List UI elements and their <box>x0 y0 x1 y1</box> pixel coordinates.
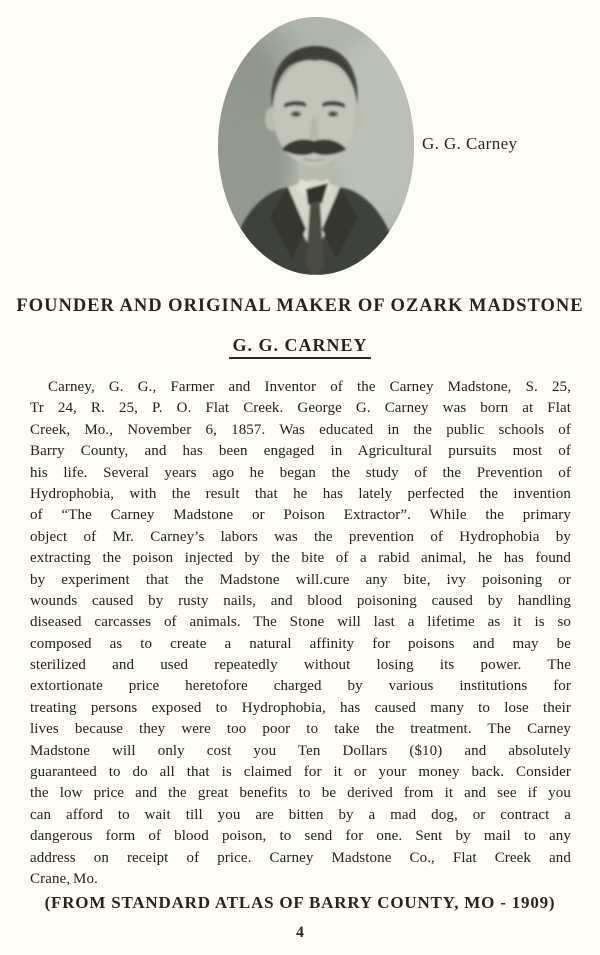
body-line: address on receipt of price. Carney Madstone Co., Flat Creek and <box>30 849 571 866</box>
page-number: 4 <box>296 924 304 941</box>
body-line: Crane, Mo. <box>30 870 98 887</box>
body-line: wounds caused by rusty nails, and blood poisoning caused by handling <box>30 592 571 609</box>
body-line: sterilized and used repeatedly without losing its power. The <box>30 657 571 674</box>
body-line: the low price and the great benefits to be derived from it and see if you <box>30 785 571 802</box>
body-line: of “The Carney Madstone or Poison Extractor”. While the primary <box>30 507 571 524</box>
biography-paragraph <box>30 377 571 890</box>
body-line: his life. Several years ago he began the study of the Prevention of <box>30 464 571 481</box>
man-portrait-illustration <box>218 17 414 275</box>
subject-name-heading: G. G. CARNEY <box>229 335 370 359</box>
body-line: by experiment that the Madstone will.cure any bite, ivy poisoning or <box>30 571 571 588</box>
page-title: FOUNDER AND ORIGINAL MAKER OF OZARK MADSTONE <box>16 296 584 316</box>
body-line: extracting the poison injected by the bite of a rabid animal, he has found <box>30 550 571 567</box>
body-line: lives because they were too poor to take the treatment. The Carney <box>30 721 571 738</box>
body-line: object of Mr. Carney’s labors was the prevention of Hydrophobia by <box>30 528 571 545</box>
portrait-caption: G. G. Carney <box>422 134 518 153</box>
body-line: Hydrophobia, with the result that he has lately perfected the invention <box>30 485 571 502</box>
body-line: diseased carcasses of animals. The Stone will last a lifetime as it is so <box>30 614 571 631</box>
source-attribution: (FROM STANDARD ATLAS OF BARRY COUNTY, MO - 1909) <box>44 893 556 912</box>
body-line: Madstone will only cost you Ten Dollars ($10) and absolutely <box>30 742 571 759</box>
body-line: treating persons exposed to Hydrophobia, has caused many to lose their <box>30 699 571 716</box>
body-line: Tr 24, R. 25, P. O. Flat Creek. George G. Carney was born at Flat <box>30 400 571 417</box>
body-line: composed as to create a natural affinity for poisons and may be <box>30 635 571 652</box>
body-line: Carney, G. G., Farmer and Inventor of the Carney Madstone, S. 25, <box>48 379 571 395</box>
body-line: dangerous form of blood poison, to send for one. Sent by mail to any <box>30 828 571 845</box>
body-line: can afford to wait till you are bitten by a mad dog, or contract a <box>30 806 571 823</box>
body-line: Creek, Mo., November 6, 1857. Was educated in the public schools of <box>30 421 571 438</box>
body-line: Barry County, and has been engaged in Agricultural pursuits most of <box>30 443 571 460</box>
body-line: extortionate price heretofore charged by various institutions for <box>30 678 571 695</box>
body-line: guaranteed to do all that is claimed for it or your money back. Consider <box>30 764 571 781</box>
subheading-container <box>0 335 600 359</box>
portrait-photo <box>218 17 414 275</box>
